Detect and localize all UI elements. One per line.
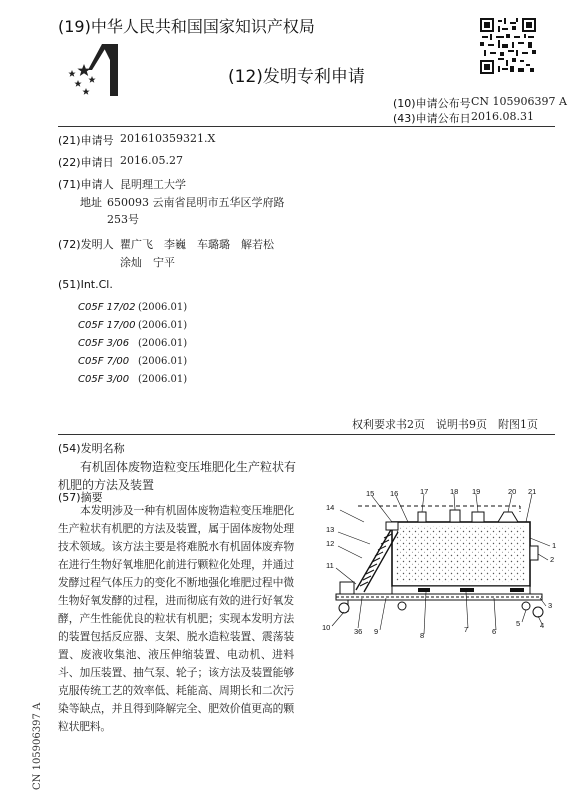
- figure-reference-numeral: 17: [420, 488, 429, 496]
- exhaust-fitting: [472, 512, 484, 522]
- applicant-label: (71)申请人: [58, 178, 114, 191]
- application-number: 201610359321.X: [120, 132, 216, 145]
- ipc-version: (2006.01): [138, 302, 188, 313]
- ipc-entry: [78, 331, 187, 350]
- section-divider: [58, 434, 555, 435]
- qr-code: [480, 18, 536, 74]
- figure-reference-numeral: 18: [450, 488, 459, 496]
- apparatus-figure: [300, 488, 562, 640]
- publication-date-label: (43)申请公布日: [393, 112, 471, 125]
- inlet-pipe: [418, 512, 426, 522]
- abstract-label: (57)摘要: [58, 491, 103, 504]
- ipc-entry: [78, 295, 187, 314]
- figure-reference-numeral: 20: [508, 488, 517, 496]
- inventors-line-1: 瞿广飞 李巍 车璐璐 解若松: [120, 238, 274, 251]
- address-line-2: 253号: [107, 213, 139, 226]
- figure-reference-numeral: 36: [354, 627, 363, 636]
- figure-reference-numeral: 21: [528, 488, 537, 496]
- publication-number: CN 105906397 A: [471, 95, 567, 108]
- document-type: (12)发明专利申请: [228, 67, 365, 87]
- ipc-code: C05F 3/06: [78, 338, 130, 349]
- figure-reference-numeral: 4: [540, 621, 545, 630]
- invention-title-line-2: 机肥的方法及装置: [58, 478, 155, 492]
- figure-reference-numeral: 10: [322, 623, 331, 632]
- ipc-version: (2006.01): [138, 338, 188, 349]
- invention-title-line-1: 有机固体废物造粒变压堆肥化生产粒状有: [80, 460, 297, 474]
- figure-reference-numeral: 9: [374, 627, 379, 636]
- header-divider: [58, 126, 555, 127]
- ipc-entry: [78, 349, 187, 368]
- application-date: 2016.05.27: [120, 154, 183, 167]
- figure-reference-numeral: 7: [464, 625, 469, 634]
- feed-hopper: [498, 512, 518, 522]
- publication-number-label: (10)申请公布号: [393, 97, 471, 110]
- figure-reference-numeral: 1: [552, 541, 557, 550]
- ipc-code: C05F 7/00: [78, 356, 130, 367]
- figure-reference-numeral: 6: [492, 627, 497, 636]
- figure-reference-numeral: 15: [366, 489, 375, 498]
- figure-reference-numeral: 12: [326, 539, 335, 548]
- motor: [340, 582, 354, 594]
- issuing-office: (19)中华人民共和国国家知识产权局: [58, 17, 315, 36]
- publication-date: 2016.08.31: [471, 110, 534, 123]
- application-number-label: (21)申请号: [58, 134, 114, 147]
- cnipa-emblem-icon: [62, 40, 134, 100]
- figure-reference-numeral: 11: [326, 561, 334, 570]
- wheel-icon: [533, 607, 543, 617]
- side-valve: [530, 546, 538, 560]
- wheel-icon: [398, 602, 406, 610]
- ipc-version: (2006.01): [138, 320, 188, 331]
- side-publication-number: CN 105906397 A: [32, 702, 43, 790]
- compost-material: [396, 526, 526, 582]
- ipc-entry: [78, 367, 187, 386]
- page-counts: 权利要求书2页 说明书9页 附图1页: [352, 418, 538, 431]
- figure-reference-numeral: 2: [550, 555, 555, 564]
- ipc-version: (2006.01): [138, 374, 188, 385]
- int-cl-label: (51)Int.Cl.: [58, 278, 113, 291]
- abstract-text: 本发明涉及一种有机固体废物造粒变压堆肥化生产粒状有机肥的方法及装置，属于固体废物处理技术领域。该方法主要是将难脱水有机固体废弃物在进行生物好氧堆肥化前进行颗粒化处理，并通过发酵过程气体压力的变化不断地强化堆肥过程中微生物好氧发酵的过程，进而彻底有效的进行好氧发酵，产生性能优良的粒状有机肥；实现本发明方法的装置包括反应器、支架、脱水造粒装置、震荡装置、废液收集池、液压伸缩装置、电动机、进料斗、加压装置、抽气泵、轮子；该方法及装置能够克服传统工艺的效率低、耗能高、周期长和二次污染等缺点，并且得到降解完全、肥效价值更高的颗粒状肥料。: [58, 504, 294, 733]
- title-label: (54)发明名称: [58, 442, 125, 455]
- ipc-code: C05F 17/02: [78, 302, 136, 313]
- wheel-icon: [339, 603, 349, 613]
- figure-reference-numeral: 5: [516, 619, 521, 628]
- applicant: 昆明理工大学: [120, 178, 186, 191]
- ipc-code: C05F 3/00: [78, 374, 130, 385]
- pressure-valve: [450, 510, 460, 522]
- figure-reference-numeral: 13: [326, 525, 335, 534]
- figure-reference-numeral: 16: [390, 489, 399, 498]
- inventors-line-2: 涂灿 宁平: [120, 256, 175, 269]
- address-line-1: 650093 云南省昆明市五华区学府路: [107, 196, 285, 209]
- figure-reference-numeral: 14: [326, 503, 335, 512]
- ipc-version: (2006.01): [138, 356, 188, 367]
- inventor-label: (72)发明人: [58, 238, 114, 251]
- figure-reference-numeral: 19: [472, 488, 481, 496]
- figure-reference-numeral: 3: [548, 601, 553, 610]
- figure-reference-numeral: 8: [420, 631, 425, 640]
- ipc-code: C05F 17/00: [78, 320, 136, 331]
- address-label: 地址: [80, 196, 102, 209]
- application-date-label: (22)申请日: [58, 156, 114, 169]
- wheel-icon: [522, 602, 530, 610]
- ipc-entry: [78, 313, 187, 332]
